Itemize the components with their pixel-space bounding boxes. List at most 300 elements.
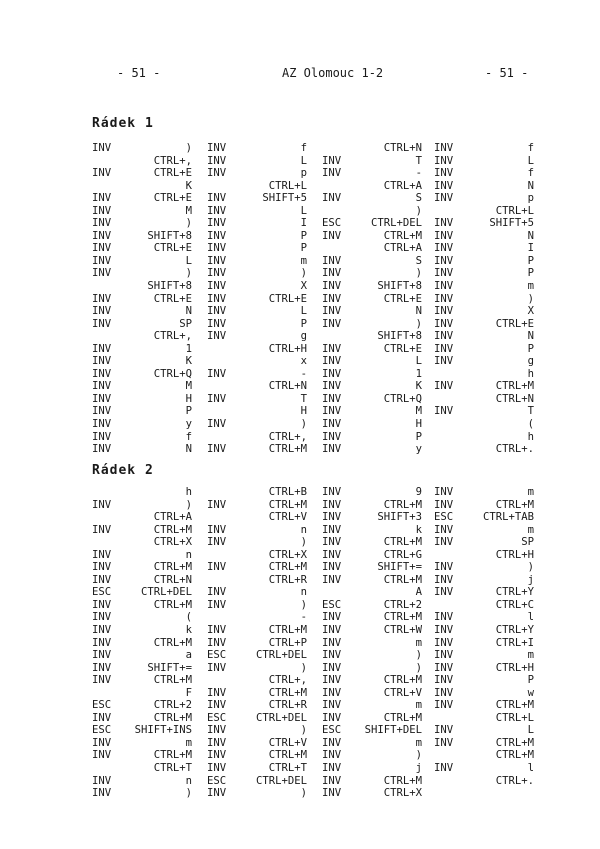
key-value: L — [527, 724, 534, 737]
key-entry — [434, 775, 546, 788]
key-value: A — [415, 586, 422, 599]
page-number-right: - 51 - — [485, 66, 529, 80]
key-entry — [207, 775, 319, 788]
key-entry — [322, 762, 434, 775]
key-entry — [92, 330, 204, 343]
key-entry — [322, 787, 434, 800]
modifier-prefix: INV — [434, 661, 454, 674]
key-entry — [92, 418, 204, 431]
key-value: CTRL+M — [495, 380, 534, 393]
key-value: K — [185, 355, 192, 368]
key-entry — [92, 662, 204, 675]
key-value: - — [415, 167, 422, 180]
key-value: L — [415, 355, 422, 368]
key-value: SHIFT+= — [377, 561, 422, 574]
key-value: CTRL+E — [495, 317, 534, 330]
key-value: h — [527, 430, 534, 443]
key-value: ) — [300, 536, 307, 549]
key-entry — [92, 305, 204, 318]
key-value: m — [415, 699, 422, 712]
key-entry — [207, 687, 319, 700]
key-entry — [207, 167, 319, 180]
modifier-prefix: INV — [92, 229, 112, 242]
key-value: n — [185, 548, 192, 561]
key-entry — [434, 712, 546, 725]
key-value: SHIFT+5 — [262, 192, 307, 205]
key-value: CTRL+H — [268, 342, 307, 355]
modifier-prefix: INV — [434, 699, 454, 712]
key-entry — [92, 499, 204, 512]
key-entry — [207, 355, 319, 368]
key-value: F — [185, 686, 192, 699]
key-entry — [92, 624, 204, 637]
key-column — [322, 486, 434, 800]
modifier-prefix: INV — [207, 305, 227, 318]
key-value: H — [185, 392, 192, 405]
key-entry — [92, 536, 204, 549]
modifier-prefix: INV — [434, 611, 454, 624]
key-value: ) — [300, 267, 307, 280]
key-entry — [434, 255, 546, 268]
key-value: I — [300, 217, 307, 230]
key-value: CTRL+M — [383, 711, 422, 724]
key-value: ( — [527, 418, 534, 431]
key-value: CTRL+N — [495, 392, 534, 405]
key-entry — [92, 293, 204, 306]
modifier-prefix: INV — [322, 736, 342, 749]
key-value: y — [415, 443, 422, 456]
key-value: CTRL+M — [153, 674, 192, 687]
modifier-prefix: INV — [92, 674, 112, 687]
key-entry — [92, 775, 204, 788]
key-entry — [207, 649, 319, 662]
section-title-1: Rádek 1 — [92, 116, 154, 131]
modifier-prefix: INV — [322, 267, 342, 280]
page-header — [0, 66, 600, 82]
key-value: N — [185, 305, 192, 318]
key-entry — [322, 267, 434, 280]
key-value: CTRL+M — [153, 598, 192, 611]
key-value: m — [527, 523, 534, 536]
modifier-prefix: INV — [434, 167, 454, 180]
key-entry — [207, 712, 319, 725]
modifier-prefix: INV — [207, 317, 227, 330]
key-entry — [92, 637, 204, 650]
key-value: CTRL+N — [268, 380, 307, 393]
modifier-prefix: INV — [434, 305, 454, 318]
key-value: N — [527, 330, 534, 343]
key-entry — [92, 724, 204, 737]
modifier-prefix: INV — [92, 561, 112, 574]
key-value: m — [415, 636, 422, 649]
key-column — [207, 486, 319, 800]
key-entry — [322, 549, 434, 562]
key-value: X — [300, 280, 307, 293]
key-value: K — [185, 179, 192, 192]
modifier-prefix: INV — [207, 242, 227, 255]
modifier-prefix: INV — [322, 686, 342, 699]
key-entry — [322, 724, 434, 737]
key-entry — [207, 662, 319, 675]
key-value: n — [185, 774, 192, 787]
key-value: ) — [300, 418, 307, 431]
key-entry — [434, 574, 546, 587]
modifier-prefix: ESC — [434, 511, 454, 524]
modifier-prefix: INV — [434, 342, 454, 355]
key-value: m — [527, 280, 534, 293]
modifier-prefix: INV — [92, 342, 112, 355]
modifier-prefix: INV — [207, 280, 227, 293]
modifier-prefix: ESC — [92, 586, 112, 599]
modifier-prefix: INV — [322, 699, 342, 712]
key-value: CTRL+DEL — [255, 711, 307, 724]
key-value: CTRL+M — [495, 749, 534, 762]
key-value: ) — [415, 649, 422, 662]
modifier-prefix: INV — [92, 217, 112, 230]
key-value: w — [527, 686, 534, 699]
key-entry — [207, 724, 319, 737]
modifier-prefix: INV — [322, 774, 342, 787]
key-entry — [92, 787, 204, 800]
key-value: P — [300, 229, 307, 242]
key-value: P — [415, 430, 422, 443]
key-value: CTRL+DEL — [370, 217, 422, 230]
key-value: j — [527, 573, 534, 586]
key-value: S — [415, 192, 422, 205]
modifier-prefix: INV — [322, 749, 342, 762]
modifier-prefix: INV — [322, 611, 342, 624]
modifier-prefix: INV — [92, 418, 112, 431]
modifier-prefix: INV — [322, 762, 342, 775]
key-entry — [322, 574, 434, 587]
key-value: ) — [185, 217, 192, 230]
modifier-prefix: INV — [322, 380, 342, 393]
key-value: CTRL+E — [268, 292, 307, 305]
key-value: P — [185, 405, 192, 418]
modifier-prefix: INV — [207, 330, 227, 343]
modifier-prefix: ESC — [322, 217, 342, 230]
modifier-prefix: INV — [434, 229, 454, 242]
modifier-prefix: INV — [322, 392, 342, 405]
key-value: CTRL+DEL — [255, 774, 307, 787]
key-value: L — [300, 305, 307, 318]
modifier-prefix: ESC — [322, 598, 342, 611]
key-entry — [434, 142, 546, 155]
modifier-prefix: INV — [322, 418, 342, 431]
key-value: CTRL+M — [383, 674, 422, 687]
key-entry — [92, 611, 204, 624]
modifier-prefix: INV — [92, 305, 112, 318]
key-entry — [434, 611, 546, 624]
key-value: M — [415, 405, 422, 418]
key-entry — [207, 511, 319, 524]
key-value: ) — [527, 561, 534, 574]
modifier-prefix: INV — [207, 636, 227, 649]
key-value: - — [300, 611, 307, 624]
key-value: CTRL+2 — [383, 598, 422, 611]
key-value: CTRL+X — [268, 548, 307, 561]
modifier-prefix: INV — [207, 217, 227, 230]
page-number-left: - 51 - — [117, 66, 161, 80]
key-value: ) — [185, 142, 192, 154]
modifier-prefix: INV — [207, 167, 227, 180]
key-entry — [322, 649, 434, 662]
key-value: CTRL+T — [268, 762, 307, 775]
key-value: P — [300, 317, 307, 330]
key-value: M — [185, 380, 192, 393]
key-value: CTRL+V — [383, 686, 422, 699]
key-value: CTRL+P — [268, 636, 307, 649]
key-value: SHIFT+DEL — [364, 724, 422, 737]
modifier-prefix: INV — [92, 267, 112, 280]
key-entry — [434, 499, 546, 512]
key-entry — [434, 355, 546, 368]
key-value: CTRL+, — [268, 674, 307, 687]
key-value: SHIFT+8 — [377, 280, 422, 293]
key-entry — [92, 749, 204, 762]
key-value: ( — [185, 611, 192, 624]
key-entry — [92, 712, 204, 725]
key-column — [434, 142, 546, 456]
key-entry — [92, 155, 204, 168]
modifier-prefix: INV — [434, 192, 454, 205]
key-value: CTRL+E — [153, 167, 192, 180]
key-entry — [322, 775, 434, 788]
key-entry — [434, 561, 546, 574]
modifier-prefix: INV — [434, 536, 454, 549]
key-entry — [434, 393, 546, 406]
key-entry — [434, 155, 546, 168]
modifier-prefix: INV — [434, 762, 454, 775]
modifier-prefix: INV — [92, 142, 112, 154]
modifier-prefix: INV — [92, 636, 112, 649]
modifier-prefix: INV — [207, 392, 227, 405]
modifier-prefix: INV — [207, 142, 227, 154]
key-entry — [434, 167, 546, 180]
modifier-prefix: INV — [207, 192, 227, 205]
modifier-prefix: INV — [207, 724, 227, 737]
modifier-prefix: INV — [434, 486, 454, 498]
key-value: T — [527, 405, 534, 418]
key-entry — [92, 649, 204, 662]
key-entry — [434, 330, 546, 343]
key-entry — [322, 355, 434, 368]
modifier-prefix: INV — [207, 586, 227, 599]
key-value: P — [527, 254, 534, 267]
key-value: CTRL+E — [383, 292, 422, 305]
key-entry — [92, 699, 204, 712]
key-entry — [207, 230, 319, 243]
key-entry — [207, 368, 319, 381]
key-value: m — [300, 254, 307, 267]
key-value: CTRL+W — [383, 624, 422, 637]
key-entry — [322, 687, 434, 700]
key-value: CTRL+E — [383, 342, 422, 355]
key-entry — [322, 749, 434, 762]
modifier-prefix: INV — [92, 367, 112, 380]
key-entry — [322, 737, 434, 750]
key-value: n — [300, 523, 307, 536]
key-entry — [92, 762, 204, 775]
key-value: ) — [415, 267, 422, 280]
modifier-prefix: INV — [207, 267, 227, 280]
key-value: SHIFT+3 — [377, 511, 422, 524]
key-value: CTRL+, — [268, 430, 307, 443]
key-entry — [92, 393, 204, 406]
key-value: ) — [300, 724, 307, 737]
key-value: CTRL+M — [383, 536, 422, 549]
modifier-prefix: INV — [92, 598, 112, 611]
key-value: ) — [185, 787, 192, 800]
modifier-prefix: INV — [434, 586, 454, 599]
key-value: CTRL+M — [268, 624, 307, 637]
modifier-prefix: INV — [322, 192, 342, 205]
modifier-prefix: INV — [207, 598, 227, 611]
key-entry — [207, 280, 319, 293]
modifier-prefix: INV — [322, 561, 342, 574]
key-entry — [207, 142, 319, 155]
key-value: m — [185, 736, 192, 749]
key-entry — [434, 205, 546, 218]
key-entry — [92, 561, 204, 574]
modifier-prefix: INV — [92, 355, 112, 368]
modifier-prefix: INV — [322, 649, 342, 662]
key-value: m — [527, 649, 534, 662]
modifier-prefix: INV — [92, 443, 112, 456]
key-value: L — [527, 154, 534, 167]
key-value: 9 — [415, 486, 422, 498]
key-entry — [92, 280, 204, 293]
key-value: l — [527, 762, 534, 775]
key-entry — [322, 611, 434, 624]
modifier-prefix: INV — [207, 787, 227, 800]
key-entry — [322, 142, 434, 155]
key-value: CTRL+M — [268, 561, 307, 574]
key-value: CTRL+M — [268, 686, 307, 699]
key-entry — [322, 280, 434, 293]
key-value: CTRL+B — [268, 486, 307, 498]
modifier-prefix: INV — [207, 762, 227, 775]
key-entry — [434, 674, 546, 687]
modifier-prefix: ESC — [207, 711, 227, 724]
modifier-prefix: INV — [434, 573, 454, 586]
key-entry — [322, 524, 434, 537]
key-value: CTRL+N — [153, 573, 192, 586]
modifier-prefix: INV — [322, 674, 342, 687]
key-value: CTRL+E — [153, 292, 192, 305]
key-value: ) — [415, 317, 422, 330]
modifier-prefix: INV — [92, 292, 112, 305]
key-column — [92, 142, 204, 456]
key-value: SP — [521, 536, 534, 549]
modifier-prefix: INV — [434, 292, 454, 305]
modifier-prefix: INV — [434, 380, 454, 393]
key-value: h — [185, 486, 192, 498]
key-entry — [207, 217, 319, 230]
key-entry — [434, 443, 546, 456]
key-value: N — [415, 305, 422, 318]
key-entry — [434, 267, 546, 280]
modifier-prefix: INV — [92, 736, 112, 749]
key-entry — [322, 561, 434, 574]
modifier-prefix: INV — [434, 179, 454, 192]
key-value: CTRL+H — [495, 548, 534, 561]
key-value: CTRL+E — [153, 242, 192, 255]
key-entry — [434, 217, 546, 230]
key-value: g — [300, 330, 307, 343]
modifier-prefix: INV — [207, 561, 227, 574]
key-entry — [207, 574, 319, 587]
key-value: CTRL+M — [495, 498, 534, 511]
key-entry — [322, 155, 434, 168]
key-value: T — [300, 392, 307, 405]
key-entry — [207, 343, 319, 356]
key-value: CTRL+L — [268, 179, 307, 192]
key-value: a — [185, 649, 192, 662]
key-entry — [207, 155, 319, 168]
modifier-prefix: INV — [92, 380, 112, 393]
key-entry — [434, 586, 546, 599]
key-entry — [322, 624, 434, 637]
key-value: X — [527, 305, 534, 318]
key-entry — [207, 205, 319, 218]
key-entry — [322, 431, 434, 444]
key-value: CTRL+R — [268, 699, 307, 712]
key-value: SHIFT+INS — [134, 724, 192, 737]
key-entry — [322, 637, 434, 650]
key-entry — [207, 624, 319, 637]
modifier-prefix: INV — [434, 686, 454, 699]
modifier-prefix: INV — [92, 204, 112, 217]
key-value: L — [300, 154, 307, 167]
modifier-prefix: INV — [434, 142, 454, 154]
modifier-prefix: INV — [322, 229, 342, 242]
modifier-prefix: INV — [434, 254, 454, 267]
key-entry — [207, 524, 319, 537]
modifier-prefix: INV — [322, 317, 342, 330]
modifier-prefix: INV — [207, 736, 227, 749]
key-column — [322, 142, 434, 456]
key-value: N — [185, 443, 192, 456]
key-entry — [207, 393, 319, 406]
key-value: CTRL+, — [153, 330, 192, 343]
key-value: m — [527, 486, 534, 498]
key-value: CTRL+M — [153, 749, 192, 762]
key-value: CTRL+M — [495, 699, 534, 712]
modifier-prefix: INV — [92, 749, 112, 762]
key-entry — [92, 524, 204, 537]
modifier-prefix: INV — [434, 624, 454, 637]
key-value: CTRL+Y — [495, 624, 534, 637]
key-value: CTRL+M — [383, 229, 422, 242]
key-entry — [322, 205, 434, 218]
modifier-prefix: INV — [434, 674, 454, 687]
key-entry — [434, 536, 546, 549]
modifier-prefix: INV — [92, 611, 112, 624]
key-value: CTRL+TAB — [482, 511, 534, 524]
key-entry — [322, 255, 434, 268]
key-value: H — [415, 418, 422, 431]
modifier-prefix: INV — [92, 787, 112, 800]
key-entry — [434, 343, 546, 356]
key-value: CTRL+A — [383, 242, 422, 255]
key-entry — [322, 368, 434, 381]
key-value: CTRL+X — [153, 536, 192, 549]
key-value: ) — [185, 498, 192, 511]
modifier-prefix: INV — [322, 443, 342, 456]
key-entry — [322, 586, 434, 599]
modifier-prefix: INV — [434, 636, 454, 649]
